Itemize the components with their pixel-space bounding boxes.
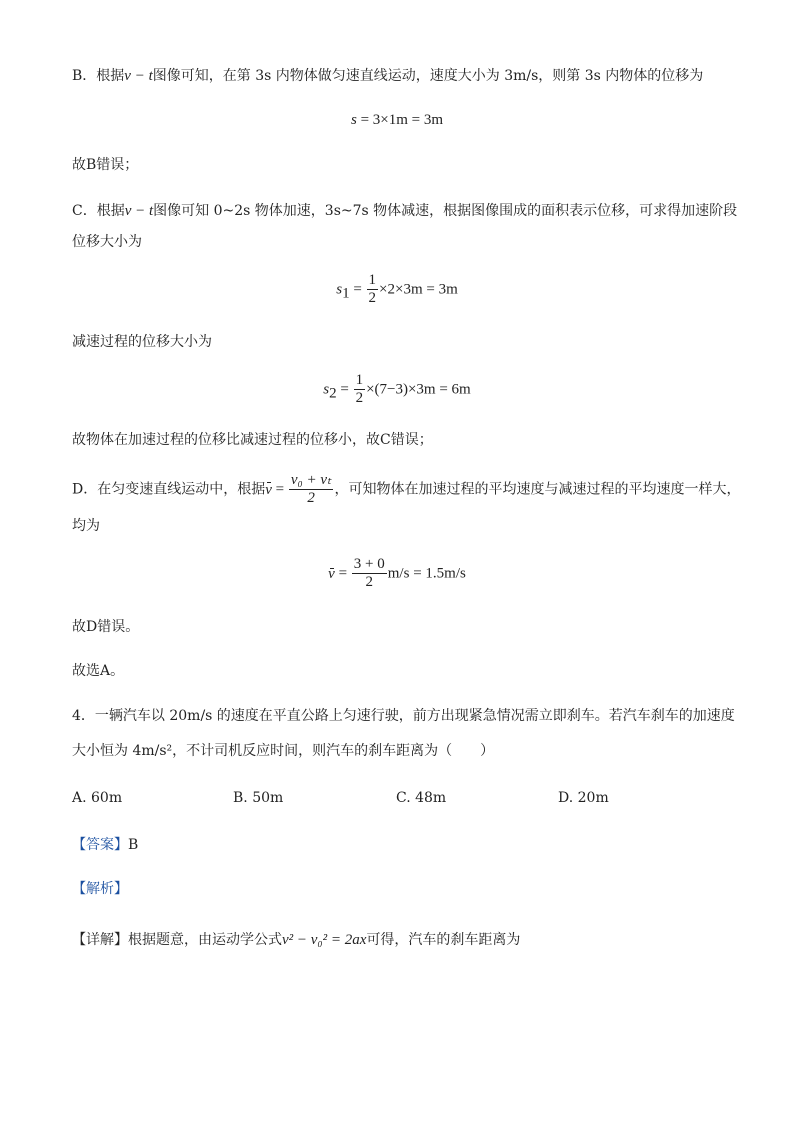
equals: = (271, 481, 288, 498)
denominator: 2 (355, 390, 364, 406)
answer-line (72, 835, 138, 855)
subscript: 2 (329, 385, 337, 402)
var: s (323, 381, 330, 398)
text: 根据题意，由运动学公式 (128, 932, 282, 948)
option-d-explanation-line2: 均为 (72, 518, 100, 534)
conclusion-b: 故B错误； (72, 157, 139, 173)
fraction (367, 272, 379, 307)
text: 图像可知，在第 3s 内物体做匀速直线运动，速度大小为 3m/s，则第 3s 内物体的位移为 (152, 68, 704, 84)
v-bar: v (265, 481, 272, 498)
option-d: D. 20m (558, 790, 609, 806)
conclusion-c: 故物体在加速过程的位移比减速过程的位移小，故C错误； (72, 432, 433, 448)
option-a: A. 60m (72, 790, 123, 806)
text: C．根据 (72, 203, 125, 219)
equals: = (336, 381, 353, 398)
option-c-explanation-line1 (72, 201, 737, 221)
text: 图像可知 0~2s 物体加速，3s~7s 物体减速，根据图像围成的面积表示位移，可求得加速阶段 (153, 203, 738, 219)
option-b: B. 50m (233, 790, 284, 806)
detail-line (72, 930, 520, 950)
var: s (350, 112, 357, 128)
equation-v (0, 556, 794, 591)
denominator: 2 (368, 290, 377, 306)
option-c-explanation-line2: 位移大小为 (72, 234, 142, 250)
v-bar: v (328, 565, 335, 582)
question-4-line2: 大小恒为 4m/s²，不计司机反应时间，则汽车的刹车距离为（ ） (72, 743, 495, 759)
expr: ×2×3m = 3m (379, 281, 458, 298)
fraction (352, 556, 387, 591)
decel-label: 减速过程的位移大小为 (72, 334, 212, 350)
numerator: v₀ + vₜ (290, 472, 332, 488)
subscript: 1 (342, 285, 350, 302)
vt-symbol: v − t (124, 68, 153, 84)
equation-s2 (0, 372, 794, 407)
expr: m/s = 1.5m/s (387, 565, 466, 582)
denominator: 2 (365, 574, 374, 590)
option-b-explanation (72, 66, 703, 86)
final-selection: 故选A。 (72, 663, 125, 679)
equation-s1 (0, 272, 794, 307)
expr: ×(7−3)×3m = 6m (366, 381, 471, 398)
text: D．在匀变速直线运动中，根据 (72, 481, 266, 498)
var: s (336, 281, 343, 298)
option-c: C. 48m (396, 790, 447, 806)
text: ，可知物体在加速过程的平均速度与减速过程的平均速度一样大， (334, 481, 741, 498)
fraction (289, 472, 334, 507)
analysis-tag: 【解析】 (72, 881, 128, 897)
answer-value: B (128, 837, 139, 853)
expr: = 3×1m = 3m (356, 112, 444, 128)
formula: v² − v₀² = 2ax (282, 932, 367, 948)
denominator: 2 (307, 490, 315, 506)
equals: = (349, 281, 366, 298)
fraction (354, 372, 366, 407)
option-d-explanation-line1 (72, 472, 740, 507)
text: B．根据 (72, 68, 125, 84)
detail-tag: 【详解】 (72, 932, 128, 948)
numerator: 1 (368, 272, 377, 288)
numerator: 3 + 0 (353, 556, 385, 572)
question-4-line1: 4．一辆汽车以 20m/s 的速度在平直公路上匀速行驶，前方出现紧急情况需立即刹车。若汽车刹车的加速度 (72, 708, 735, 724)
answer-tag: 【答案】 (72, 837, 128, 853)
equals: = (334, 565, 351, 582)
conclusion-d: 故D错误。 (72, 619, 140, 635)
numerator: 1 (355, 372, 364, 388)
equation-s (0, 112, 794, 129)
text: 可得，汽车的刹车距离为 (366, 932, 521, 948)
vt-symbol: v − t (124, 203, 154, 219)
